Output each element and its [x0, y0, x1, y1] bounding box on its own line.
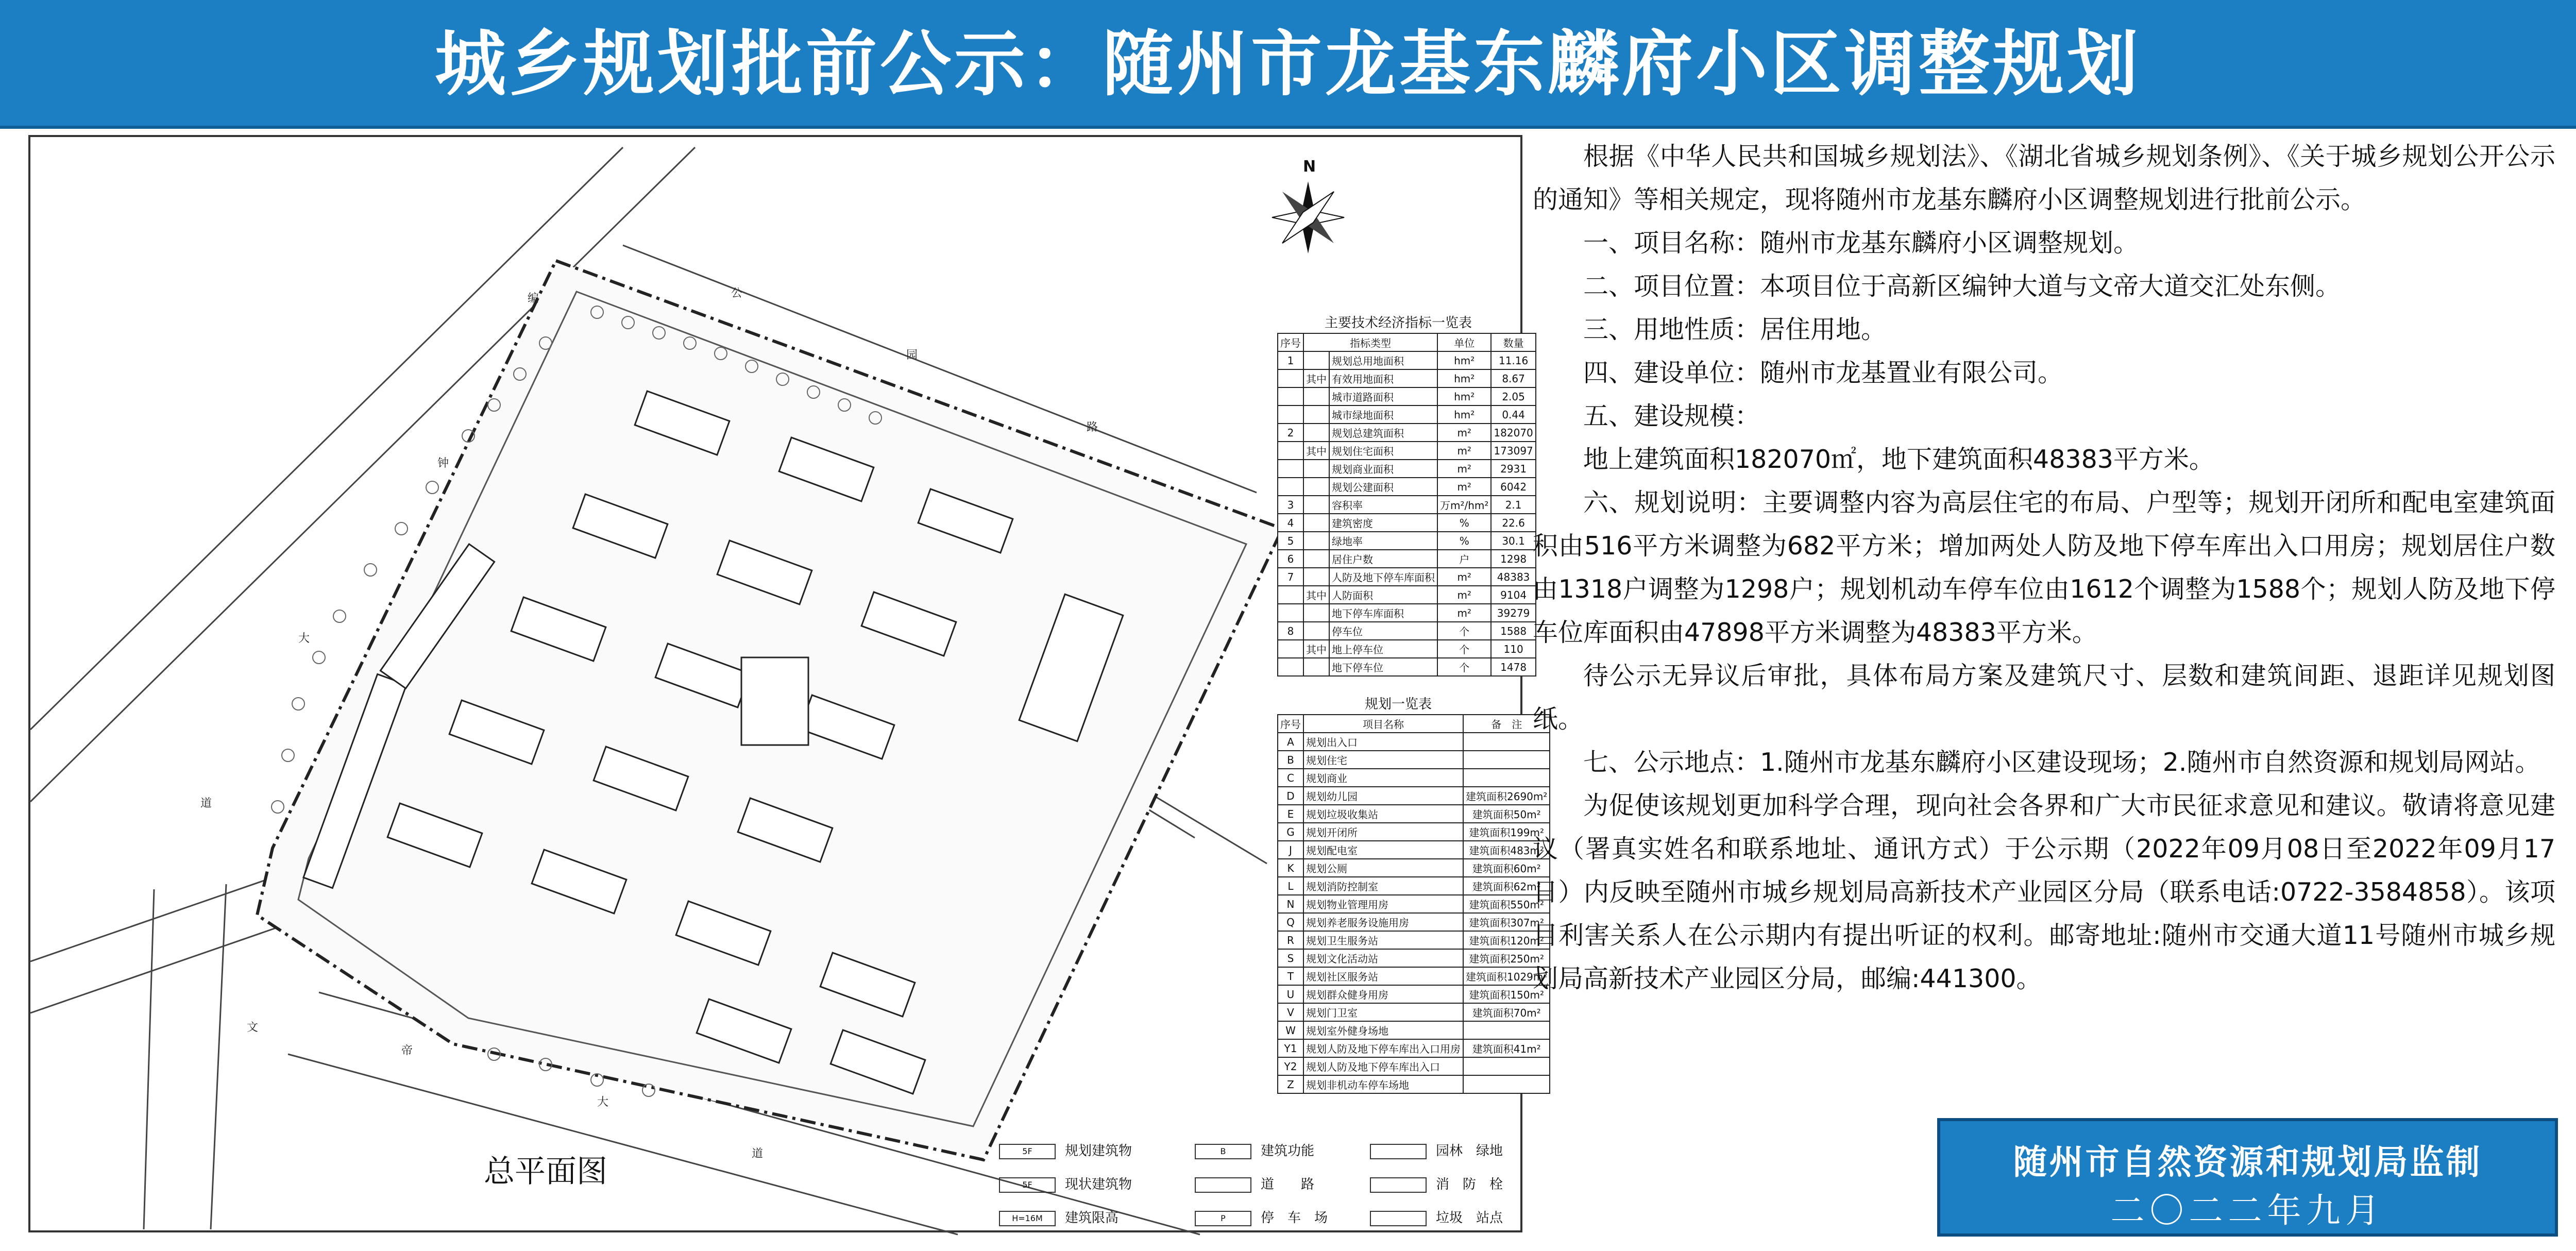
table-cell: 地上停车位: [1329, 640, 1437, 658]
legend-label: 建筑限高: [1065, 1210, 1119, 1226]
title-bar: [0, 0, 2576, 129]
table-cell: 2.05: [1491, 387, 1535, 405]
table-row: [1278, 351, 1536, 369]
table-cell: Q: [1278, 913, 1303, 931]
table-row: [1278, 733, 1550, 751]
table-cell: 居住户数: [1329, 550, 1437, 568]
table-cell: 规划住宅: [1303, 751, 1463, 769]
table-cell: [1278, 460, 1303, 478]
table-cell: 建筑面积250m²: [1463, 949, 1550, 967]
road-label: 道: [752, 1147, 764, 1160]
table-cell: 停车位: [1329, 622, 1437, 640]
road-label: 编: [528, 292, 539, 305]
table-cell: 规划养老服务设施用房: [1303, 913, 1463, 931]
table-cell: [1303, 532, 1329, 550]
notice-scale-detail: 地上建筑面积182070㎡，地下建筑面积48383平方米。: [1583, 445, 2214, 474]
table-row: [1278, 895, 1550, 913]
legend-item: [1370, 1139, 1503, 1163]
table-cell: Z: [1278, 1075, 1303, 1093]
notice-text-panel: [1533, 135, 2555, 1088]
table-cell: 绿地率: [1329, 532, 1437, 550]
table-row: [1278, 478, 1536, 496]
table-row: [1278, 369, 1536, 387]
notice-intro: 根据《中华人民共和国城乡规划法》、《湖北省城乡规划条例》、《关于城乡规划公开公示的通知》等相关规定，现将随州市龙基东麟府小区调整规划进行批前公示。: [1533, 142, 2555, 214]
table-row: [1278, 460, 1536, 478]
table-cell: m²: [1437, 586, 1491, 604]
table-cell: 建筑面积120m²: [1463, 931, 1550, 949]
table-cell: 有效用地面积: [1329, 369, 1437, 387]
road-label: 公: [731, 287, 743, 300]
table-cell: 建筑面积2690m²: [1463, 787, 1550, 805]
notice-item-description: 六、规划说明：主要调整内容为高层住宅的布局、户型等；规划开闭所和配电室建筑面积由516平方米调整为682平方米；增加两处人防及地下停车库出入口用房；规划居住户数由1318户调整为1298户；规划机动车停车位由1612个调整为1588个；规划人防及地下停车位库面积由47898平方米调整为48383平方米。: [1533, 488, 2555, 647]
table-cell: hm²: [1437, 405, 1491, 424]
table-cell: 4: [1278, 514, 1303, 532]
table-cell: 规划出入口: [1303, 733, 1463, 751]
legend-symbol: 5F: [999, 1177, 1056, 1193]
table-cell: 建筑面积50m²: [1463, 805, 1550, 823]
table-cell: 建筑面积62m²: [1463, 877, 1550, 895]
site-plan-panel: [28, 135, 1548, 1232]
table-cell: [1278, 369, 1303, 387]
table-cell: 2931: [1491, 460, 1535, 478]
table-cell: 个: [1437, 640, 1491, 658]
table-cell: [1303, 460, 1329, 478]
table-header: 指标类型: [1303, 333, 1437, 351]
table-cell: m²: [1437, 604, 1491, 622]
table-cell: 规划开闭所: [1303, 823, 1463, 841]
table-header-row: [1278, 333, 1536, 351]
table-cell: C: [1278, 769, 1303, 787]
table-cell: 规划社区服务站: [1303, 967, 1463, 985]
table-cell: 其中: [1303, 640, 1329, 658]
table-cell: 建筑面积1029m²: [1463, 967, 1550, 985]
legend-symbol: 5F: [999, 1144, 1056, 1159]
table-cell: 39279: [1491, 604, 1535, 622]
table-cell: Y1: [1278, 1039, 1303, 1057]
table-cell: 规划室外健身场地: [1303, 1021, 1463, 1039]
table-cell: 规划商业: [1303, 769, 1463, 787]
legend-label: 规划建筑物: [1065, 1143, 1132, 1159]
legend-label: 停 车 场: [1261, 1210, 1328, 1226]
table-cell: 9104: [1491, 586, 1535, 604]
page-title: 城乡规划批前公示：随州市龙基东麟府小区调整规划: [434, 23, 2141, 106]
table-cell: 48383: [1491, 568, 1535, 586]
table-cell: 规划人防及地下停车库出入口用房: [1303, 1039, 1463, 1057]
table-cell: 8.67: [1491, 369, 1535, 387]
table-cell: [1278, 658, 1303, 676]
legend-symbol: [1195, 1177, 1251, 1193]
road-label: 道: [200, 797, 212, 810]
table-cell: 人防及地下停车库面积: [1329, 568, 1437, 586]
table-cell: J: [1278, 841, 1303, 859]
table-cell: 规划住宅面积: [1329, 442, 1437, 460]
compass-icon: [1267, 176, 1360, 264]
table-row: [1278, 424, 1536, 442]
table-cell: 11.16: [1491, 351, 1535, 369]
road-label: 路: [1087, 421, 1098, 434]
table-header: 项目名称: [1303, 715, 1463, 733]
table-cell: %: [1437, 514, 1491, 532]
notice-item-location-public: 七、公示地点：1.随州市龙基东麟府小区建设现场；2.随州市自然资源和规划局网站。: [1583, 748, 2540, 777]
table-row: [1278, 967, 1550, 985]
table-row: [1278, 1075, 1550, 1093]
table-cell: [1303, 604, 1329, 622]
table-row: [1278, 604, 1536, 622]
table-cell: 3: [1278, 496, 1303, 514]
table-cell: 其中: [1303, 586, 1329, 604]
table-cell: hm²: [1437, 369, 1491, 387]
north-arrow: [1267, 158, 1360, 261]
table-cell: 规划公建面积: [1329, 478, 1437, 496]
table-header-row: [1278, 715, 1550, 733]
legend-item: [999, 1206, 1118, 1230]
notice-item-name: 一、项目名称：随州市龙基东麟府小区调整规划。: [1583, 228, 2139, 258]
table-row: [1278, 622, 1536, 640]
table-cell: 规划文化活动站: [1303, 949, 1463, 967]
table-cell: 22.6: [1491, 514, 1535, 532]
table-cell: m²: [1437, 460, 1491, 478]
table-cell: 其中: [1303, 369, 1329, 387]
table-cell: 2: [1278, 424, 1303, 442]
table-cell: 110: [1491, 640, 1535, 658]
table-cell: [1303, 658, 1329, 676]
road-label: 大: [597, 1096, 609, 1109]
table-cell: hm²: [1437, 351, 1491, 369]
table-cell: 万m²/hm²: [1437, 496, 1491, 514]
table-row: [1278, 751, 1550, 769]
legend-item: [999, 1139, 1132, 1163]
north-label: N: [1303, 158, 1316, 176]
table-cell: 规划总建筑面积: [1329, 424, 1437, 442]
notice-appeal: 为促使该规划更加科学合理，现向社会各界和广大市民征求意见和建议。敬请将意见建议（署真实姓名和联系地址、通讯方式）于公示期（2022年09月08日至2022年09月17日）内反映至随州市城乡规划局高新技术产业园区分局（联系电话:0722-3584858）。该项目利害关系人在公示期内有提出听证的权利。邮寄地址:随州市交通大道11号随州市城乡规划局高新技术产业园区分局，邮编:441300。: [1533, 791, 2555, 993]
table-cell: 5: [1278, 532, 1303, 550]
table-cell: m²: [1437, 442, 1491, 460]
legend-label: 消 防 栓: [1436, 1177, 1503, 1192]
table-cell: N: [1278, 895, 1303, 913]
table-row: [1278, 550, 1536, 568]
table-cell: [1303, 478, 1329, 496]
table-row: [1278, 442, 1536, 460]
table-cell: [1303, 424, 1329, 442]
table-row: [1278, 387, 1536, 405]
table-row: [1278, 586, 1536, 604]
table-cell: 1588: [1491, 622, 1535, 640]
road-label: 文: [247, 1021, 259, 1034]
plan-item-table: [1277, 714, 1550, 1094]
table-cell: 2.1: [1491, 496, 1535, 514]
table-cell: T: [1278, 967, 1303, 985]
table-cell: D: [1278, 787, 1303, 805]
table-cell: L: [1278, 877, 1303, 895]
table-cell: 8: [1278, 622, 1303, 640]
legend-symbol: [1370, 1144, 1427, 1159]
table-cell: 容积率: [1329, 496, 1437, 514]
table-cell: 规划公厕: [1303, 859, 1463, 877]
table-header: 数量: [1491, 333, 1535, 351]
table-cell: %: [1437, 532, 1491, 550]
notice-approval: 待公示无异议后审批，具体布局方案及建筑尺寸、层数和建筑间距、退距详见规划图纸。: [1533, 661, 2555, 734]
table-header: 备 注: [1463, 715, 1550, 733]
table-row: [1278, 859, 1550, 877]
table-cell: 规划垃圾收集站: [1303, 805, 1463, 823]
table-header: 单位: [1437, 333, 1491, 351]
table-cell: [1278, 604, 1303, 622]
table-cell: [1303, 514, 1329, 532]
table-row: [1278, 532, 1536, 550]
table-cell: 规划人防及地下停车库出入口: [1303, 1057, 1463, 1075]
table-cell: 182070: [1491, 424, 1535, 442]
table-cell: 规划群众健身用房: [1303, 985, 1463, 1003]
table-cell: 6: [1278, 550, 1303, 568]
notice-item-scale: 五、建设规模：: [1583, 401, 1760, 431]
table-cell: K: [1278, 859, 1303, 877]
table-row: [1278, 769, 1550, 787]
table-row: [1278, 877, 1550, 895]
plan-label: 总平面图: [484, 1154, 607, 1190]
table-cell: 规划门卫室: [1303, 1003, 1463, 1021]
table-cell: 建筑面积41m²: [1463, 1039, 1550, 1057]
legend-item: [1195, 1139, 1314, 1163]
table-cell: 1298: [1491, 550, 1535, 568]
table-cell: hm²: [1437, 387, 1491, 405]
legend-symbol: [1370, 1211, 1427, 1226]
table-cell: 建筑面积483m²: [1463, 841, 1550, 859]
road-label: 帝: [401, 1044, 413, 1057]
table-cell: [1278, 442, 1303, 460]
table-cell: 建筑面积307m²: [1463, 913, 1550, 931]
table-row: [1278, 405, 1536, 424]
table-cell: m²: [1437, 568, 1491, 586]
table-cell: 地下停车位: [1329, 658, 1437, 676]
table-row: [1278, 949, 1550, 967]
table-cell: V: [1278, 1003, 1303, 1021]
table-row: [1278, 841, 1550, 859]
table-cell: 规划商业面积: [1329, 460, 1437, 478]
table-cell: m²: [1437, 424, 1491, 442]
table-row: [1278, 1057, 1550, 1075]
tech-indicator-table: [1277, 333, 1536, 677]
table-cell: 规划物业管理用房: [1303, 895, 1463, 913]
legend-symbol: [1370, 1177, 1427, 1193]
table-cell: 30.1: [1491, 532, 1535, 550]
table-row: [1278, 787, 1550, 805]
table-cell: 规划配电室: [1303, 841, 1463, 859]
table-cell: [1303, 550, 1329, 568]
table-cell: [1303, 387, 1329, 405]
table-cell: 其中: [1303, 442, 1329, 460]
legend-symbol: H=16M: [999, 1211, 1056, 1226]
road-label: 园: [906, 349, 918, 362]
table-cell: [1278, 405, 1303, 424]
table-row: [1278, 640, 1536, 658]
legend-item: [1370, 1173, 1503, 1196]
table-cell: m²: [1437, 478, 1491, 496]
table-cell: 规划卫生服务站: [1303, 931, 1463, 949]
table-cell: 规划消防控制室: [1303, 877, 1463, 895]
table-cell: [1278, 387, 1303, 405]
table-cell: [1303, 351, 1329, 369]
table-cell: [1278, 586, 1303, 604]
table-cell: 规划非机动车停车场地: [1303, 1075, 1463, 1093]
legend-item: [1195, 1206, 1328, 1230]
table-cell: 人防面积: [1329, 586, 1437, 604]
road-label: 大: [298, 632, 310, 645]
legend-item: [1195, 1173, 1314, 1196]
notice-item-developer: 四、建设单位：随州市龙基置业有限公司。: [1583, 358, 2063, 387]
legend-item: [1370, 1206, 1503, 1230]
table-cell: 6042: [1491, 478, 1535, 496]
table-cell: W: [1278, 1021, 1303, 1039]
table-header: 序号: [1278, 333, 1303, 351]
legend-symbol: B: [1195, 1144, 1251, 1159]
table-cell: 户: [1437, 550, 1491, 568]
legend-label: 道 路: [1261, 1177, 1315, 1192]
table-cell: 地下停车库面积: [1329, 604, 1437, 622]
legend-label: 园林 绿地: [1436, 1143, 1503, 1159]
table-cell: 规划幼儿园: [1303, 787, 1463, 805]
table-cell: [1303, 568, 1329, 586]
table-cell: B: [1278, 751, 1303, 769]
table-cell: 建筑面积60m²: [1463, 859, 1550, 877]
table-cell: [1303, 622, 1329, 640]
road-label: 钟: [437, 457, 449, 470]
legend-item: [999, 1173, 1132, 1196]
table-cell: [1303, 405, 1329, 424]
table-cell: 城市道路面积: [1329, 387, 1437, 405]
table-row: [1278, 514, 1536, 532]
table-cell: 建筑面积150m²: [1463, 985, 1550, 1003]
table-row: [1278, 1003, 1550, 1021]
table-cell: [1278, 478, 1303, 496]
table-row: [1278, 1021, 1550, 1039]
table-cell: 建筑密度: [1329, 514, 1437, 532]
table-cell: Y2: [1278, 1057, 1303, 1075]
table-row: [1278, 496, 1536, 514]
table-row: [1278, 658, 1536, 676]
table-cell: 1: [1278, 351, 1303, 369]
table-cell: 个: [1437, 622, 1491, 640]
table-cell: R: [1278, 931, 1303, 949]
table-cell: 建筑面积550m²: [1463, 895, 1550, 913]
legend-label: 垃圾 站点: [1436, 1210, 1503, 1226]
table-row: [1278, 913, 1550, 931]
table-cell: S: [1278, 949, 1303, 967]
table-cell: A: [1278, 733, 1303, 751]
table-row: [1278, 985, 1550, 1003]
table-cell: [1303, 496, 1329, 514]
table-row: [1278, 1039, 1550, 1057]
table-cell: 0.44: [1491, 405, 1535, 424]
table-row: [1278, 568, 1536, 586]
table-cell: 城市绿地面积: [1329, 405, 1437, 424]
table-cell: 规划总用地面积: [1329, 351, 1437, 369]
footer-date: 二〇二二年九月: [2110, 1191, 2385, 1230]
footer-box: [1937, 1118, 2558, 1237]
table-row: [1278, 931, 1550, 949]
legend-symbol: P: [1195, 1211, 1251, 1226]
table-cell: 个: [1437, 658, 1491, 676]
notice-item-land-use: 三、用地性质：居住用地。: [1583, 315, 1887, 344]
table-cell: G: [1278, 823, 1303, 841]
table-cell: E: [1278, 805, 1303, 823]
plan-table-title: 规划一览表: [1364, 697, 1432, 712]
table-cell: 7: [1278, 568, 1303, 586]
table-header: 序号: [1278, 715, 1303, 733]
table-cell: 建筑面积70m²: [1463, 1003, 1550, 1021]
table-cell: [1278, 640, 1303, 658]
legend-label: 建筑功能: [1261, 1143, 1315, 1159]
table-cell: 建筑面积199m²: [1463, 823, 1550, 841]
notice-item-location: 二、项目位置：本项目位于高新区编钟大道与文帝大道交汇处东侧。: [1583, 272, 2341, 301]
table-cell: 173097: [1491, 442, 1535, 460]
legend-label: 现状建筑物: [1065, 1177, 1132, 1192]
footer-org: 随州市自然资源和规划局监制: [2013, 1142, 2482, 1182]
table-cell: U: [1278, 985, 1303, 1003]
table-row: [1278, 823, 1550, 841]
tech-table-title: 主要技术经济指标一览表: [1324, 315, 1472, 331]
table-row: [1278, 805, 1550, 823]
table-cell: 1478: [1491, 658, 1535, 676]
